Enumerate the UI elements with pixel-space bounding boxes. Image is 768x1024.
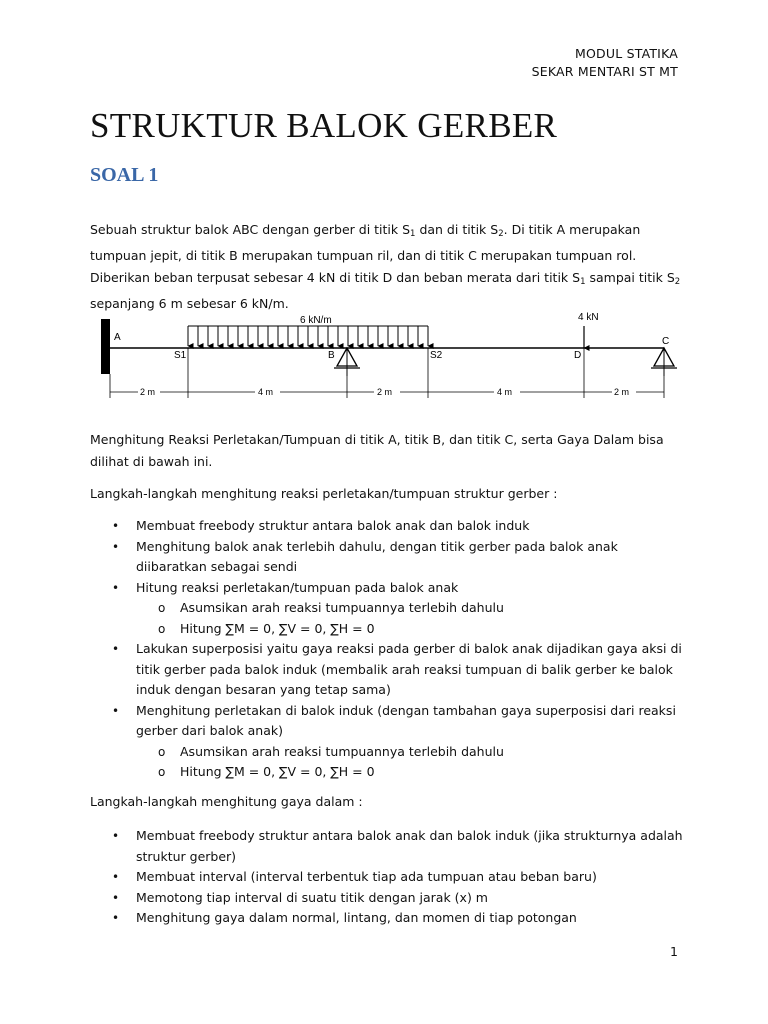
sub-list-item xyxy=(90,619,690,640)
list-item-text: Membuat freebody struktur antara balok anak dan balok induk xyxy=(136,518,530,533)
dim-4: 4 m xyxy=(497,387,513,397)
list-item xyxy=(90,908,690,929)
sub-list-item xyxy=(90,762,690,783)
pin-support-b xyxy=(334,348,360,376)
dim-1: 2 m xyxy=(140,387,156,397)
list-item xyxy=(90,826,690,867)
label-c: C xyxy=(662,336,670,347)
circle-bullet-icon: o xyxy=(158,744,166,759)
intro-paragraph xyxy=(90,219,690,315)
sub-list-item-text: Hitung ∑M = 0, ∑V = 0, ∑H = 0 xyxy=(180,620,375,636)
bullet-icon: • xyxy=(112,580,120,595)
list-item xyxy=(90,888,690,909)
page-number: 1 xyxy=(670,944,678,959)
list-item xyxy=(90,578,690,640)
intro-sub-1: 1 xyxy=(410,229,416,239)
page-header xyxy=(532,45,678,81)
dim-2: 4 m xyxy=(258,387,274,397)
distributed-load-label: 6 kN/m xyxy=(300,315,332,326)
paragraph-reactions: Menghitung Reaksi Perletakan/Tumpuan di titik A, titik B, dan titik C, serta Gaya Dalam bisa dilihat di bawah ini. xyxy=(90,432,664,469)
section-subtitle: SOAL 1 xyxy=(90,164,159,186)
document-title: STRUKTUR BALOK GERBER xyxy=(90,106,558,145)
list-item-text: Membuat interval (interval terbentuk tiap ada tumpuan atau beban baru) xyxy=(136,869,597,884)
label-d: D xyxy=(574,350,582,361)
header-course: MODUL STATIKA xyxy=(575,46,678,61)
paragraph-steps-internal-forces: Langkah-langkah menghitung gaya dalam : xyxy=(90,794,363,809)
sub-list-item xyxy=(90,742,690,763)
list-item-text: Membuat freebody struktur antara balok anak dan balok induk (jika strukturnya adalah struktur gerber) xyxy=(136,828,683,864)
header-author: SEKAR MENTARI ST MT xyxy=(531,64,678,79)
intro-text-5: sepanjang 6 m sebesar 6 kN/m. xyxy=(90,296,289,311)
bullet-icon: • xyxy=(112,539,120,554)
sub-list-item xyxy=(90,598,690,619)
sub-list-item-text: Hitung ∑M = 0, ∑V = 0, ∑H = 0 xyxy=(180,764,375,779)
list-item xyxy=(90,516,690,537)
sub-list xyxy=(90,598,690,639)
list-item-text: Lakukan superposisi yaitu gaya reaksi pada gerber di balok anak dijadikan gaya aksi di titik gerber pada balok induk (membalik arah reaksi tumpuan di balik gerber ke balok induk dengan besaran yang tetap sama) xyxy=(136,641,682,697)
list-item xyxy=(90,639,690,701)
steps-internal-forces-list xyxy=(90,826,690,929)
label-a: A xyxy=(114,332,121,343)
steps-reactions-list xyxy=(90,516,690,783)
label-s1: S1 xyxy=(174,350,187,361)
list-item xyxy=(90,537,690,578)
sub-list-item-text: Asumsikan arah reaksi tumpuannya terlebih dahulu xyxy=(180,600,504,615)
circle-bullet-icon: o xyxy=(158,765,166,779)
sub-list xyxy=(90,742,690,783)
label-b: B xyxy=(328,350,335,361)
distributed-load xyxy=(188,326,428,346)
list-item xyxy=(90,867,690,888)
bullet-icon: • xyxy=(112,642,120,656)
intro-text-4: sampai titik S xyxy=(585,270,675,285)
label-s2: S2 xyxy=(430,350,443,361)
intro-sub-2: 2 xyxy=(498,229,504,239)
intro-sub-3: 1 xyxy=(580,277,586,287)
bullet-icon: • xyxy=(112,890,120,905)
fixed-support-a xyxy=(101,319,110,374)
list-item-text: Menghitung perletakan di balok induk (dengan tambahan gaya superposisi dari reaksi gerber dari balok anak) xyxy=(136,702,676,738)
list-item-text: Hitung reaksi perletakan/tumpuan pada balok anak xyxy=(136,579,459,595)
bullet-icon: • xyxy=(112,703,120,718)
list-item-text: Memotong tiap interval di suatu titik dengan jarak (x) m xyxy=(136,889,488,905)
intro-text-3: . Di titik A merupakan tumpuan jepit, di titik B merupakan tumpuan ril, dan di titik C merupakan tumpuan rol. Diberikan beban terpusat sebesar 4 kN di titik D dan beban merata dari titik S xyxy=(90,222,641,285)
circle-bullet-icon: o xyxy=(158,621,166,636)
bullet-icon: • xyxy=(112,519,120,533)
roller-support-c xyxy=(651,348,677,376)
point-load-label: 4 kN xyxy=(578,312,599,323)
list-item-text: Menghitung gaya dalam normal, lintang, dan momen di tiap potongan xyxy=(136,910,577,925)
bullet-icon: • xyxy=(112,829,120,843)
sub-list-item-text: Asumsikan arah reaksi tumpuannya terlebih dahulu xyxy=(180,743,504,759)
intro-text-1: Sebuah struktur balok ABC dengan gerber di titik S xyxy=(90,222,411,237)
intro-text-2: dan di titik S xyxy=(415,222,499,237)
list-item xyxy=(90,701,690,783)
bullet-icon: • xyxy=(112,870,120,884)
dim-5: 2 m xyxy=(614,387,630,397)
bullet-icon: • xyxy=(112,911,120,925)
beam-diagram xyxy=(90,306,680,406)
circle-bullet-icon: o xyxy=(158,601,166,615)
paragraph-steps-reactions: Langkah-langkah menghitung reaksi perletakan/tumpuan struktur gerber : xyxy=(90,486,558,501)
dim-3: 2 m xyxy=(377,387,393,397)
intro-sub-4: 2 xyxy=(674,277,681,287)
list-item-text: Menghitung balok anak terlebih dahulu, dengan titik gerber pada balok anak diibaratkan sebagai sendi xyxy=(136,538,618,574)
